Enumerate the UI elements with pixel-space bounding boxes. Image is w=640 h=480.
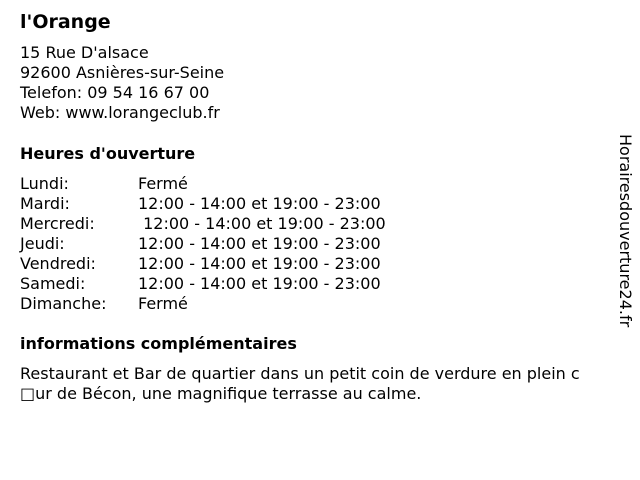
hours-row-sunday bbox=[20, 294, 440, 314]
opening-hours-heading: Heures d'ouverture bbox=[20, 144, 196, 163]
time-value: 12:00 - 14:00 et 19:00 - 23:00 bbox=[138, 274, 381, 293]
watermark bbox=[611, 134, 635, 344]
hours-row-saturday bbox=[20, 274, 440, 294]
time-value: 12:00 - 14:00 et 19:00 - 23:00 bbox=[138, 214, 386, 233]
hours-row-tuesday bbox=[20, 194, 440, 214]
hours-row-thursday bbox=[20, 234, 440, 254]
day-label: Lundi: bbox=[20, 174, 69, 193]
additional-info-heading: informations complémentaires bbox=[20, 334, 297, 353]
day-label: Jeudi: bbox=[20, 234, 65, 253]
city-address: 92600 Asnières-sur-Seine bbox=[20, 63, 225, 82]
time-value: 12:00 - 14:00 et 19:00 - 23:00 bbox=[138, 234, 381, 253]
street-address: 15 Rue D'alsace bbox=[20, 43, 149, 62]
time-value: 12:00 - 14:00 et 19:00 - 23:00 bbox=[138, 254, 381, 273]
time-value: Fermé bbox=[138, 174, 188, 193]
day-label: Vendredi: bbox=[20, 254, 96, 273]
website: Web: www.lorangeclub.fr bbox=[20, 103, 220, 122]
opening-hours-table bbox=[20, 174, 440, 314]
watermark-text: Horairesdouverture24.fr bbox=[616, 134, 635, 328]
hours-row-monday bbox=[20, 174, 440, 194]
address-block bbox=[20, 43, 224, 123]
day-label: Samedi: bbox=[20, 274, 86, 293]
hours-row-wednesday bbox=[20, 214, 440, 234]
additional-info-text: Restaurant et Bar de quartier dans un petit coin de verdure en plein c □ur de Bécon, une magnifique terrasse au calme. bbox=[20, 364, 580, 403]
time-value: Fermé bbox=[138, 294, 188, 313]
hours-row-friday bbox=[20, 254, 440, 274]
day-label: Dimanche: bbox=[20, 294, 107, 313]
phone-number: Telefon: 09 54 16 67 00 bbox=[20, 83, 210, 102]
business-name: l'Orange bbox=[20, 11, 111, 33]
time-value: 12:00 - 14:00 et 19:00 - 23:00 bbox=[138, 194, 381, 213]
day-label: Mardi: bbox=[20, 194, 70, 213]
day-label: Mercredi: bbox=[20, 214, 95, 233]
